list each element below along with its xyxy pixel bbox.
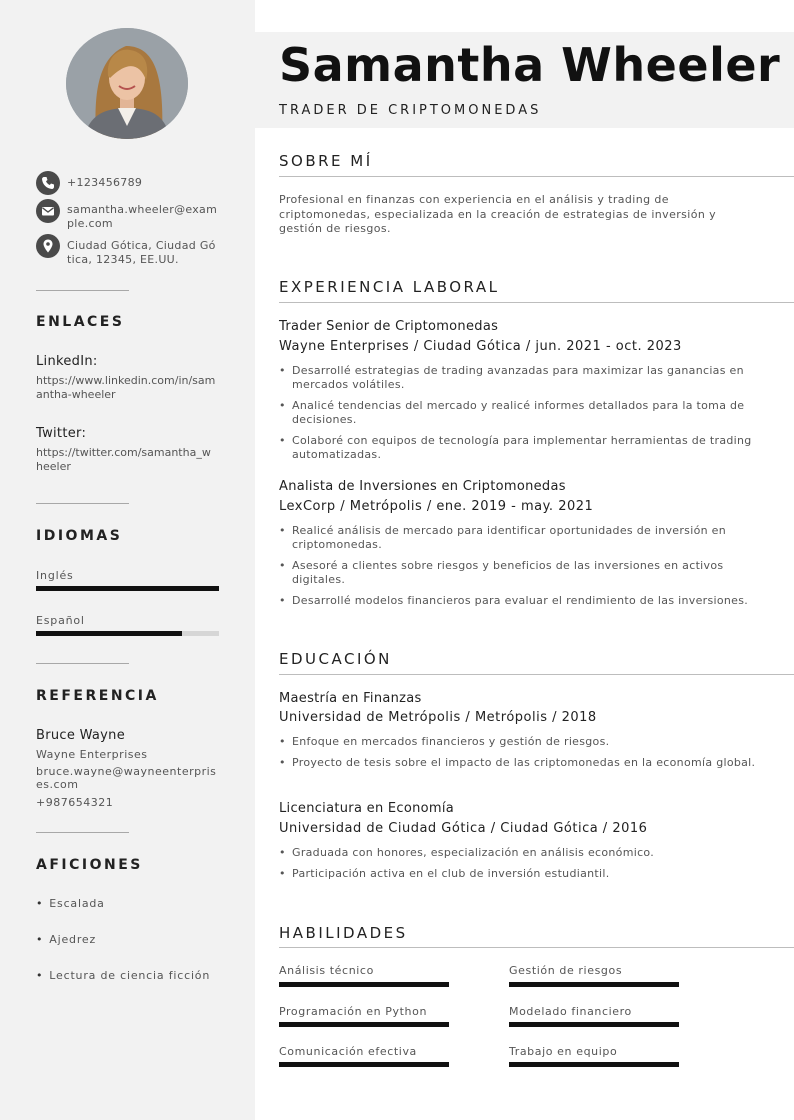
contact-address: Ciudad Gótica, Ciudad Gótica, 12345, EE.UU. [67,239,216,266]
reference-email[interactable]: bruce.wayne@wayneenterprises.com [36,765,217,791]
email-icon [36,199,60,223]
degree-title: Maestría en Finanzas [279,691,422,706]
sidebar-divider [36,503,129,504]
skill-level-fill [509,1022,679,1027]
phone-icon [36,171,60,195]
degree-bullet: • Enfoque en mercados financieros y gestión de riesgos. [279,735,769,749]
hobby-label: Escalada [49,897,105,910]
job-bullet: • Analicé tendencias del mercado y realicé informes detallados para la toma de decisiones. [279,399,769,427]
reference-name: Bruce Wayne [36,728,125,743]
degree-bullet: • Proyecto de tesis sobre el impacto de las criptomonedas en la economía global. [279,756,769,770]
language-name: Inglés [36,569,74,582]
skill-name: Programación en Python [279,1005,428,1018]
skill-level-fill [279,1022,449,1027]
skill-level-bar [509,1022,679,1027]
profile-name: Samantha Wheeler [279,38,781,92]
profile-role: TRADER DE CRIPTOMONEDAS [279,103,542,118]
location-pin-icon [36,234,60,258]
hobby-item: • Ajedrez [36,933,97,946]
job-meta: Wayne Enterprises / Ciudad Gótica / jun. 2021 - oct. 2023 [279,339,682,354]
section-divider [279,947,794,948]
hobby-item: • Lectura de ciencia ficción [36,969,211,982]
hobby-label: Lectura de ciencia ficción [49,969,211,982]
skill-level-fill [279,982,449,987]
linkedin-link[interactable]: https://www.linkedin.com/in/samantha-wheeler [36,374,216,401]
skill-level-fill [509,982,679,987]
skill-level-bar [279,982,449,987]
skill-name: Análisis técnico [279,964,374,977]
linkedin-label: LinkedIn: [36,354,98,369]
twitter-label: Twitter: [36,426,87,441]
job-title: Trader Senior de Criptomonedas [279,319,499,334]
profile-photo [66,28,188,139]
skills-heading: HABILIDADES [279,924,408,942]
job-title: Analista de Inversiones en Criptomonedas [279,479,566,494]
section-divider [279,302,794,303]
degree-bullet: • Graduada con honores, especialización en análisis económico. [279,846,769,860]
contact-phone[interactable]: +123456789 [67,176,143,189]
education-heading: EDUCACIÓN [279,650,392,668]
skill-name: Modelado financiero [509,1005,632,1018]
job-bullet: • Colaboré con equipos de tecnología para implementar herramientas de trading automatizadas. [279,434,769,462]
degree-meta: Universidad de Metrópolis / Metrópolis / 2018 [279,710,597,725]
reference-phone[interactable]: +987654321 [36,796,114,809]
sidebar-divider [36,663,129,664]
about-text: Profesional en finanzas con experiencia en el análisis y trading de criptomonedas, especializada en la creación de estrategias de inversión y gestión de riesgos. [279,193,717,235]
skill-name: Trabajo en equipo [509,1045,618,1058]
job-bullet: • Realicé análisis de mercado para identificar oportunidades de inversión en criptomonedas. [279,524,769,552]
main-content [255,0,794,1120]
skill-level-bar [509,1062,679,1067]
hobby-label: Ajedrez [49,933,97,946]
skill-level-bar [509,982,679,987]
contact-email[interactable]: samantha.wheeler@example.com [67,203,218,230]
hobbies-heading: AFICIONES [36,857,143,873]
skill-level-bar [279,1062,449,1067]
profile-portrait [66,28,188,139]
hobby-item: • Escalada [36,897,105,910]
sidebar [0,0,255,1120]
section-divider [279,176,794,177]
twitter-link[interactable]: https://twitter.com/samantha_wheeler [36,446,211,473]
language-level-bar [36,586,219,591]
skill-name: Gestión de riesgos [509,964,623,977]
language-level-fill [36,631,182,636]
links-heading: ENLACES [36,314,125,330]
sidebar-divider [36,832,129,833]
job-bullet: • Desarrollé estrategias de trading avanzadas para maximizar las ganancias en mercados volátiles. [279,364,769,392]
language-level-fill [36,586,219,591]
about-heading: SOBRE MÍ [279,152,373,170]
languages-heading: IDIOMAS [36,528,123,544]
degree-meta: Universidad de Ciudad Gótica / Ciudad Gótica / 2016 [279,821,648,836]
language-name: Español [36,614,85,627]
skill-level-fill [279,1062,449,1067]
skill-level-fill [509,1062,679,1067]
section-divider [279,674,794,675]
job-bullet: • Desarrollé modelos financieros para evaluar el rendimiento de las inversiones. [279,594,769,608]
reference-company: Wayne Enterprises [36,748,148,761]
sidebar-divider [36,290,129,291]
job-meta: LexCorp / Metrópolis / ene. 2019 - may. 2021 [279,499,594,514]
reference-heading: REFERENCIA [36,688,159,704]
degree-bullet: • Participación activa en el club de inversión estudiantil. [279,867,769,881]
skill-name: Comunicación efectiva [279,1045,417,1058]
language-level-bar [36,631,219,636]
experience-heading: EXPERIENCIA LABORAL [279,278,500,296]
skill-level-bar [279,1022,449,1027]
degree-title: Licenciatura en Economía [279,801,455,816]
job-bullet: • Asesoré a clientes sobre riesgos y beneficios de las inversiones en activos digitales. [279,559,769,587]
